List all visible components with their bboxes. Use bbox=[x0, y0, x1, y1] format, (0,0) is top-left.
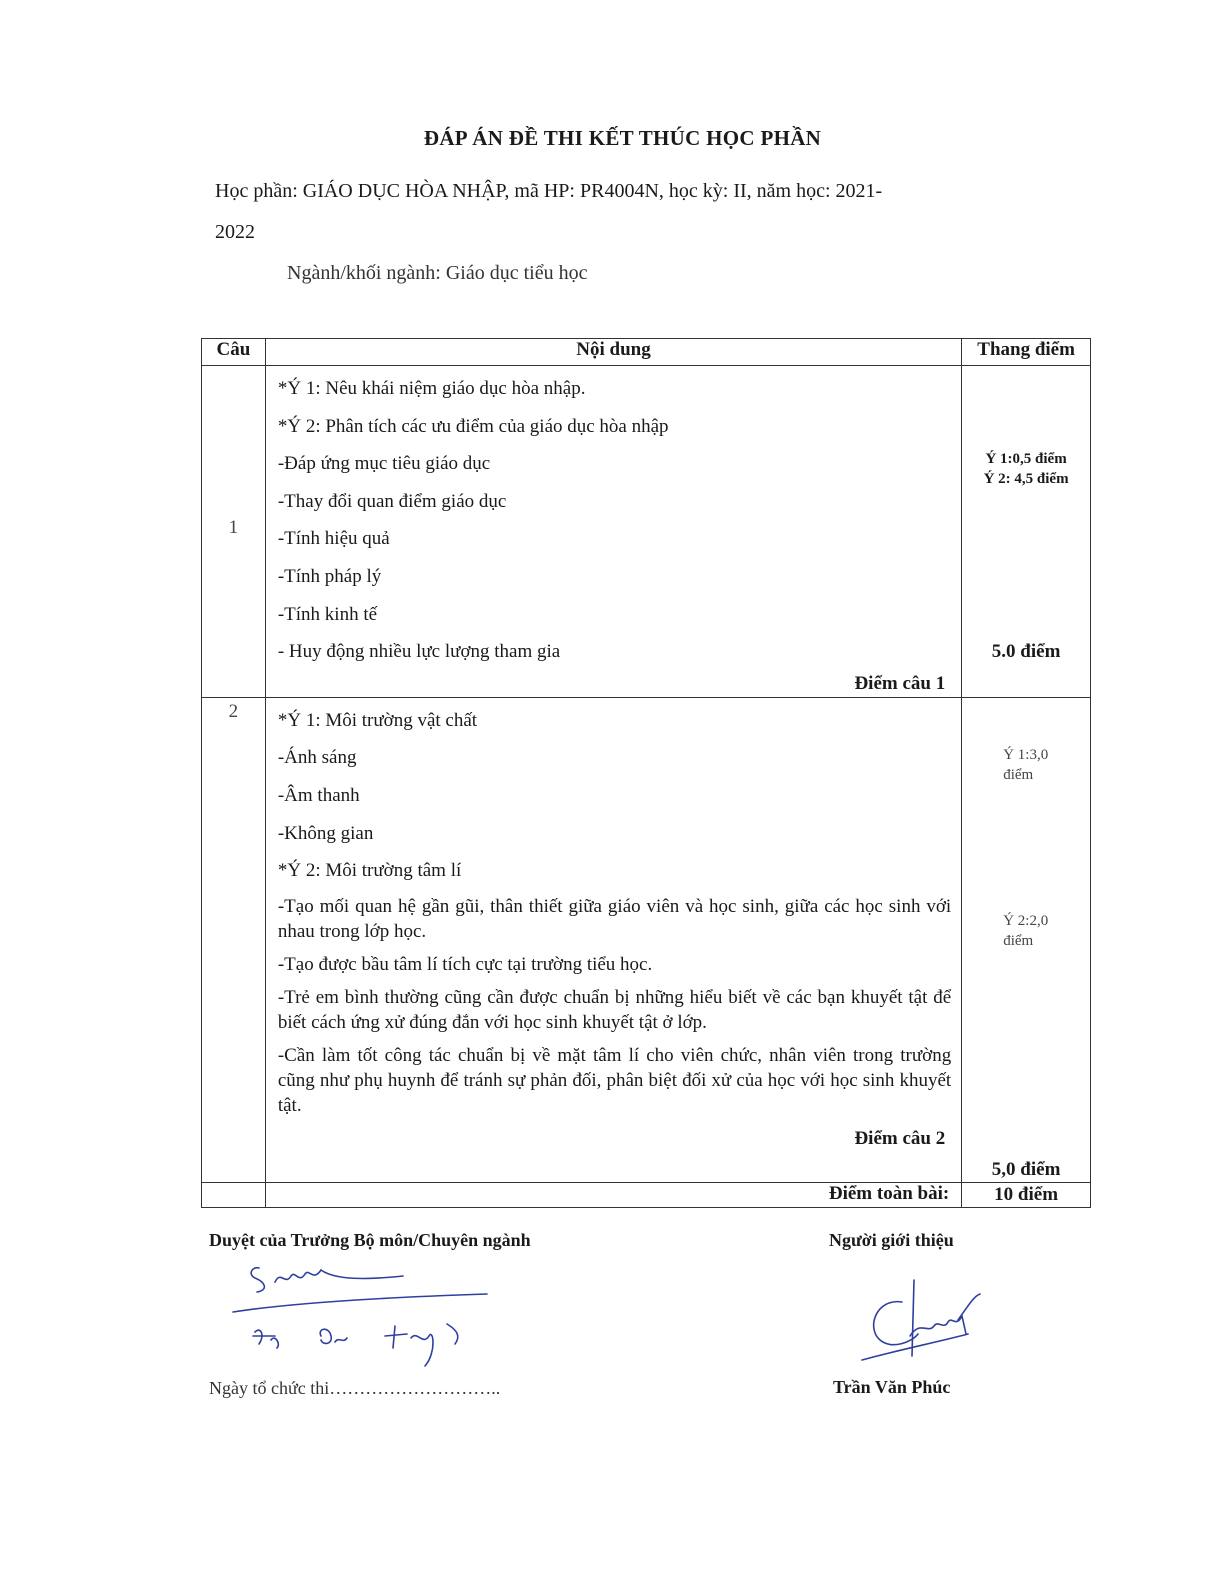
introducer-signature bbox=[858, 1276, 988, 1366]
question-2-subtotal-label: Điểm câu 2 bbox=[854, 1127, 946, 1149]
question-1-cell bbox=[202, 366, 266, 698]
question-2-row bbox=[202, 697, 1091, 1182]
introducer-name: Trần Văn Phúc bbox=[833, 1377, 951, 1397]
q2-score-y1-line1: Ý 1:3,0 bbox=[1003, 746, 1049, 763]
major-line: Ngành/khối ngành: Giáo dục tiểu học bbox=[287, 262, 588, 284]
introducer-title: Người giới thiệu bbox=[829, 1230, 954, 1250]
exam-date-line: Ngày tổ chức thi……………………….. bbox=[209, 1378, 501, 1398]
list-item: *Ý 2: Phân tích các ưu điểm của giáo dục hòa nhập bbox=[277, 415, 669, 437]
list-item: -Trẻ em bình thường cũng cần được chuẩn bị những hiểu biết về các bạn khuyết tật để biết cách ứng xử đúng đắn với học sinh khuyết tật ở lớp. bbox=[277, 986, 952, 1033]
list-item: -Không gian bbox=[277, 822, 374, 844]
list-item: - Huy động nhiều lực lượng tham gia bbox=[277, 641, 561, 663]
question-1-subtotal-label: Điểm câu 1 bbox=[854, 672, 946, 694]
q2-subtotal: 5,0 điểm bbox=[991, 1158, 1061, 1180]
q1-subtotal: 5.0 điểm bbox=[991, 641, 1061, 662]
question-2-content bbox=[265, 697, 961, 1182]
q1-score-y1: Ý 1:0,5 điểm bbox=[985, 451, 1067, 467]
table-header-row bbox=[202, 339, 1091, 366]
q2-score-y2-line2: điểm bbox=[1003, 932, 1034, 949]
header-noi-dung: Nội dung bbox=[265, 339, 961, 366]
list-item: -Đáp ứng mục tiêu giáo dục bbox=[277, 453, 491, 475]
question-2-cell bbox=[202, 697, 266, 1182]
header-thang-diem: Thang điểm bbox=[962, 339, 1091, 366]
list-item: *Ý 1: Nêu khái niệm giáo dục hòa nhập. bbox=[277, 378, 586, 399]
q2-score-y2-line1: Ý 2:2,0 bbox=[1003, 912, 1049, 929]
question-1-scores bbox=[962, 366, 1091, 698]
list-item: -Thay đổi quan điểm giáo dục bbox=[277, 490, 507, 512]
question-1-row bbox=[202, 366, 1091, 698]
approver-title: Duyệt của Trưởng Bộ môn/Chuyên ngành bbox=[209, 1230, 531, 1250]
approver-signature bbox=[225, 1256, 495, 1368]
question-2-number: 2 bbox=[228, 700, 239, 722]
list-item: *Ý 2: Môi trường tâm lí bbox=[277, 860, 462, 882]
list-item: -Tạo được bầu tâm lí tích cực tại trường tiểu học. bbox=[277, 953, 653, 975]
total-score: 10 điểm bbox=[962, 1182, 1091, 1207]
q1-score-y2: Ý 2: 4,5 điểm bbox=[983, 471, 1069, 487]
total-row bbox=[202, 1182, 1091, 1207]
question-2-scores bbox=[962, 697, 1091, 1182]
course-info-line-2: 2022 bbox=[215, 221, 255, 243]
list-item: -Ánh sáng bbox=[277, 747, 357, 769]
list-item: -Tính hiệu quả bbox=[277, 528, 390, 550]
question-1-content bbox=[265, 366, 961, 698]
q2-score-y1-line2: điểm bbox=[1003, 766, 1034, 783]
list-item: -Tính pháp lý bbox=[277, 565, 382, 587]
header-cau: Câu bbox=[202, 339, 266, 366]
total-label: Điểm toàn bài: bbox=[265, 1182, 961, 1207]
list-item: -Âm thanh bbox=[277, 784, 360, 806]
question-1-number: 1 bbox=[228, 517, 239, 538]
list-item: -Cần làm tốt công tác chuẩn bị về mặt tâm lí cho viên chức, nhân viên trong trường cũng như phụ huynh để tránh sự phản đối, phân biệt đối xử của học với học sinh khuyết tật. bbox=[277, 1044, 952, 1116]
list-item: -Tính kinh tế bbox=[277, 603, 378, 625]
page-title: ĐÁP ÁN ĐỀ THI KẾT THÚC HỌC PHẦN bbox=[423, 126, 822, 150]
answer-table bbox=[201, 338, 1091, 1208]
course-info-line-1: Học phần: GIÁO DỤC HÒA NHẬP, mã HP: PR4004N, học kỳ: II, năm học: 2021- bbox=[215, 180, 883, 202]
list-item: *Ý 1: Môi trường vật chất bbox=[277, 709, 478, 731]
total-empty-cell bbox=[202, 1182, 266, 1207]
list-item: -Tạo mối quan hệ gần gũi, thân thiết giữa giáo viên và học sinh, giữa các học sinh với nhau trong lớp học. bbox=[277, 895, 952, 942]
